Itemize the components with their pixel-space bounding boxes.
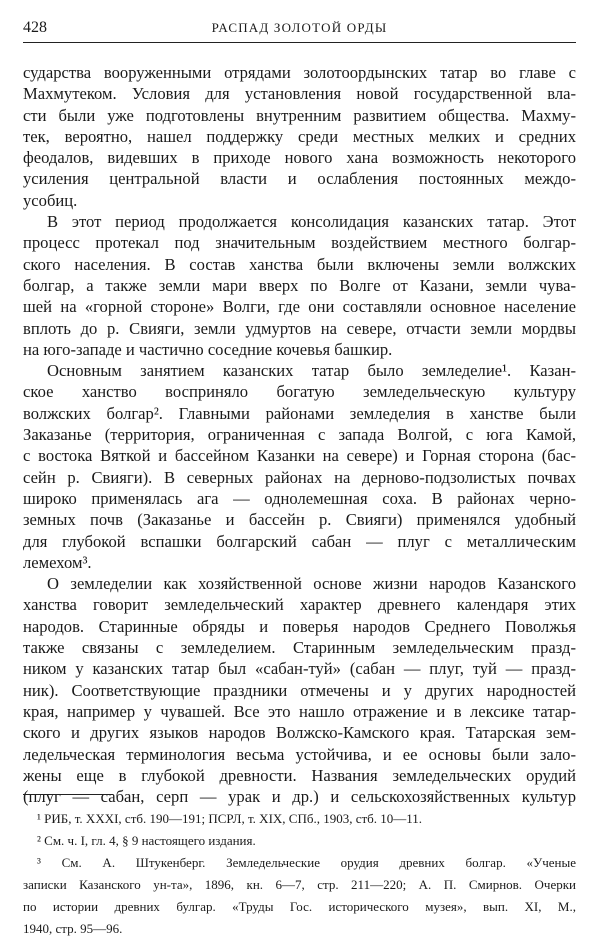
text-line: ского населения. В состав ханства были включены земли волжских <box>23 254 576 274</box>
footnote-line: ³ См. А. Штукенберг. Земледельческие орудия древних болгар. «Ученые <box>37 855 576 870</box>
text-line: процесс протекал под значительным воздействием местного болгар- <box>23 233 576 253</box>
text-line: с востока Вяткой и бассейном Казанки на севере) и Горная сторона (бас- <box>23 446 576 466</box>
text-line: сейн р. Свияги). В северных районах на дерново-подзолистых почвах <box>23 467 576 487</box>
text-line: вплоть до р. Свияги, земли удмуртов на севере, отчасти земли мордвы <box>23 318 576 338</box>
main-text <box>23 62 576 807</box>
text-line: усобиц. <box>23 190 78 210</box>
text-line: шей на «горной стороне» Волги, где они составляли основное население <box>23 297 576 317</box>
page-number: 428 <box>23 19 47 36</box>
text-line: Махмутеком. Условия для установления новой государственной вла- <box>23 84 576 104</box>
text-line: Заказанье (территория, ограниченная с запада Волгой, с юга Камой, <box>23 425 576 445</box>
text-line: земных почв (Заказанье и бассейн р. Свияги) применялся удобный <box>23 510 576 530</box>
text-line: жены еще в глубокой древности. Названия земледельческих орудий <box>23 765 576 785</box>
footnote-3 <box>23 852 576 940</box>
page-header <box>23 18 576 43</box>
paragraph-4 <box>23 573 576 807</box>
footnote-2 <box>23 830 576 852</box>
text-line: феодалов, видевших в приходе нового хана возможность некоторого <box>23 148 576 168</box>
text-line: ханства говорит земледельческий характер древнего календаря этих <box>23 595 576 615</box>
paragraph-1 <box>23 62 576 211</box>
text-line: ником у казанских татар был «сабан-туй» (сабан — плуг, туй — празд- <box>23 659 576 679</box>
footnote-line: записки Казанского ун-та», 1896, кн. 6—7, стр. 211—220; А. П. Смирнов. Очерки <box>23 877 576 892</box>
text-line: В этот период продолжается консолидация казанских татар. Этот <box>47 212 576 232</box>
text-line: Основным занятием казанских татар было земледелие¹. Казан- <box>47 361 576 381</box>
text-line: широко применялась ага — однолемешная соха. В районах черно- <box>23 488 576 508</box>
text-line: для глубокой вспашки болгарский сабан — плуг с металлическим <box>23 531 576 551</box>
running-title: РАСПАД ЗОЛОТОЙ ОРДЫ <box>211 20 388 35</box>
footnote-line: ² См. ч. I, гл. 4, § 9 настоящего издания. <box>37 833 256 848</box>
footnote-line: 1940, стр. 95—96. <box>23 921 123 936</box>
text-line: лемехом³. <box>23 552 92 572</box>
footnote-divider <box>23 794 113 795</box>
text-line: также связаны с земледелием. Старинным земледельческим празд- <box>23 638 576 658</box>
paragraph-3 <box>23 360 576 573</box>
text-line: тек, вероятно, нашел поддержку среди местных мелких и средних <box>23 126 576 146</box>
text-line: ского и других языков народов Волжско-Камского края. Татарская зем- <box>23 723 576 743</box>
text-line: ское ханство восприняло богатую земледельческую культуру <box>23 382 576 402</box>
paragraph-2 <box>23 211 576 360</box>
text-line: усиления центральной власти и ослабления постоянных междо- <box>23 169 576 189</box>
text-line: волжских болгар². Главными районами земледелия в ханстве были <box>23 403 576 423</box>
text-line: сударства вооруженными отрядами золотоордынских татар во главе с <box>23 63 576 82</box>
text-line: ледельческая терминология весьма устойчива, и ее основы были зало- <box>23 744 576 764</box>
text-line: сти были уже подготовлены внутренним развитием общества. Махму- <box>23 105 576 125</box>
text-line: ник). Соответствующие праздники отмечены и у других народностей <box>23 680 576 700</box>
footnote-1 <box>23 808 576 830</box>
text-line: болгар, а также земли мари вверх по Волге от Казани, земли чува- <box>23 275 576 295</box>
footnotes <box>23 808 576 940</box>
text-line: на юго-западе и частично соседние кочевья башкир. <box>23 339 393 359</box>
text-line: народов. Старинные обряды и поверья народов Среднего Поволжья <box>23 616 576 636</box>
text-line: края, например у чувашей. Все это нашло отражение и в лексике татар- <box>23 701 576 721</box>
footnote-line: ¹ РИБ, т. XXXI, стб. 190—191; ПСРЛ, т. XIX, СПб., 1903, стб. 10—11. <box>37 811 423 826</box>
text-line: О земледелии как хозяйственной основе жизни народов Казанского <box>47 574 576 594</box>
footnote-line: по истории древних булгар. «Труды Гос. исторического музея», вып. XI, М., <box>23 899 576 914</box>
text-line: (плуг — сабан, серп — урак и др.) и сельскохозяйственных культур <box>23 787 576 807</box>
